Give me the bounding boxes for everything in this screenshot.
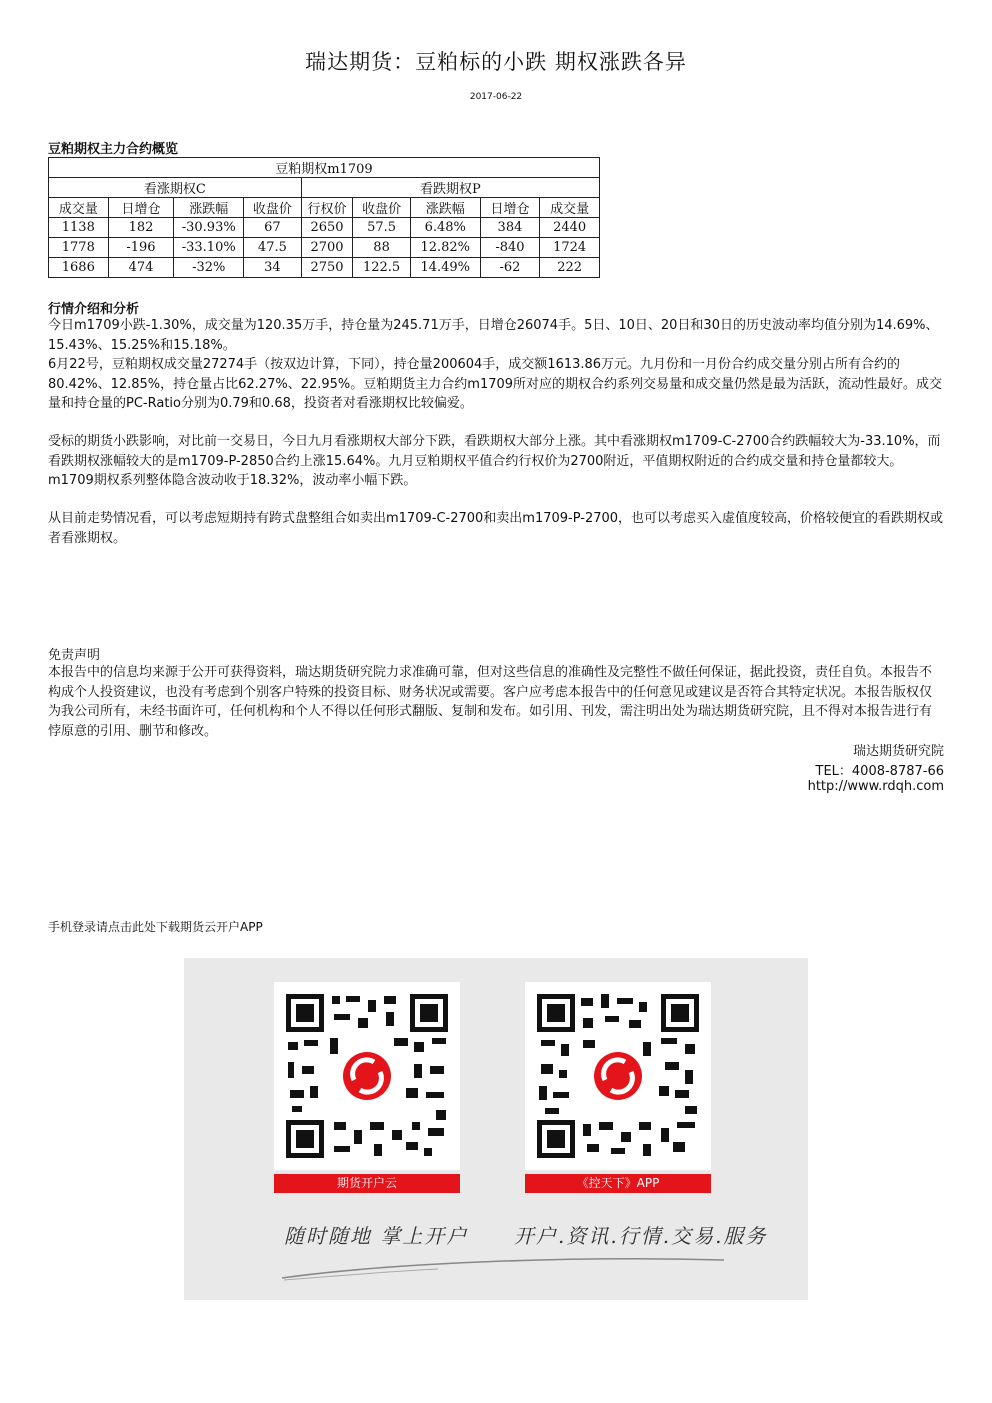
put-header: 看跌期权P [301, 178, 599, 198]
table-cell: -33.10% [174, 238, 244, 258]
table-row [49, 238, 600, 258]
slogan-left: 随时随地 掌上开户 [284, 1224, 469, 1248]
analysis-block-1 [48, 316, 944, 414]
table-cell: 47.5 [244, 238, 302, 258]
table-cell: -32% [174, 258, 244, 278]
slogan-right: 开户.资讯.行情.交易.服务 [514, 1224, 768, 1248]
table-cell: 2700 [301, 238, 353, 258]
table-title: 豆粕期权m1709 [49, 158, 600, 178]
table-cell: 2750 [301, 258, 353, 278]
analysis-paragraph: 今日m1709小跌-1.30%，成交量为120.35万手，持仓量为245.71万手，日增仓26074手。5日、10日、20日和30日的历史波动率均值分别为14.69%、15.43%、15.25%和15.18%。 [48, 318, 939, 353]
qr-label-kaihuyun: 期货开户云 [274, 1174, 460, 1193]
app-promo-banner [184, 958, 808, 1300]
org-url[interactable]: http://www.rdqh.com [807, 779, 944, 794]
analysis-heading: 行情介绍和分析 [48, 302, 140, 317]
table-cell: 2440 [540, 218, 600, 238]
table-cell: 222 [540, 258, 600, 278]
table-row [49, 258, 600, 278]
table-cell: -840 [480, 238, 540, 258]
col-header: 日增仓 [108, 198, 174, 218]
table-cell: 1686 [49, 258, 109, 278]
table-row [49, 218, 600, 238]
table-cell: -62 [480, 258, 540, 278]
call-header: 看涨期权C [49, 178, 302, 198]
option-overview-table [48, 157, 600, 278]
col-header: 涨跌幅 [410, 198, 480, 218]
col-header: 成交量 [540, 198, 600, 218]
col-header: 行权价 [301, 198, 353, 218]
table-cell: 88 [353, 238, 411, 258]
brush-stroke-decoration [278, 1254, 728, 1284]
qr-code-kaihuyun[interactable] [274, 982, 460, 1170]
table-cell: 2650 [301, 218, 353, 238]
table-cell: -196 [108, 238, 174, 258]
table-cell: 6.48% [410, 218, 480, 238]
disclaimer-text: 本报告中的信息均来源于公开可获得资料，瑞达期货研究院力求准确可靠，但对这些信息的准确性及完整性不做任何保证，据此投资，责任自负。本报告不构成个人投资建议，也没有考虑到个别客户特殊的投资目标、财务状况或需要。客户应考虑本报告中的任何意见或建议是否符合其特定状况。本报告版权仅为我公司所有，未经书面许可，任何机构和个人不得以任何形式翻版、复制和发布。如引用、刊发，需注明出处为瑞达期货研究院，且不得对本报告进行有悖原意的引用、删节和修改。 [48, 665, 933, 739]
table-cell: 1138 [49, 218, 109, 238]
table-cell: 474 [108, 258, 174, 278]
org-name: 瑞达期货研究院 [852, 744, 944, 759]
analysis-block-3 [48, 509, 944, 548]
org-tel: TEL：4008-8787-66 [815, 764, 944, 779]
table-cell: 14.49% [410, 258, 480, 278]
table-cell: -30.93% [174, 218, 244, 238]
table-cell: 182 [108, 218, 174, 238]
analysis-paragraph: 6月22号，豆粕期权成交量27274手（按双边计算，下同），持仓量200604手，成交额1613.86万元。九月份和一月份合约成交量分别占所有合约的80.42%、12.85%，持仓量占比62.27%、22.95%。豆粕期货主力合约m1709所对应的期权合约系列交易量和成交量仍然是最为活跃，流动性最好。成交量和持仓量的PC-Ratio分别为0.79和0.68，投资者对看涨期权比较偏爱。 [48, 357, 943, 411]
analysis-paragraph: 从目前走势情况看，可以考虑短期持有跨式盘整组合如卖出m1709-C-2700和卖出m1709-P-2700，也可以考虑买入虚值度较高，价格较便宜的看跌期权或者看涨期权。 [48, 511, 944, 546]
app-download-link[interactable]: 手机登录请点击此处下载期货云开户APP [48, 920, 263, 934]
col-header: 收盘价 [244, 198, 302, 218]
table-cell: 122.5 [353, 258, 411, 278]
col-header: 成交量 [49, 198, 109, 218]
qr-code-icon [274, 982, 460, 1170]
table-cell: 12.82% [410, 238, 480, 258]
qr-code-kongtianxia[interactable] [525, 982, 711, 1170]
col-header: 日增仓 [480, 198, 540, 218]
col-header: 涨跌幅 [174, 198, 244, 218]
table-cell: 34 [244, 258, 302, 278]
col-header: 收盘价 [353, 198, 411, 218]
table-cell: 57.5 [353, 218, 411, 238]
table-cell: 67 [244, 218, 302, 238]
disclaimer-heading: 免责声明 [48, 648, 101, 663]
table-cell: 1778 [49, 238, 109, 258]
column-header-row [49, 198, 600, 218]
qr-label-kongtianxia: 《控天下》APP [525, 1174, 711, 1193]
overview-heading: 豆粕期权主力合约概览 [48, 142, 179, 157]
page-title: 瑞达期货：豆粕标的小跌 期权涨跌各异 [305, 50, 687, 74]
qr-code-icon [525, 982, 711, 1170]
analysis-paragraph: 受标的期货小跌影响，对比前一交易日，今日九月看涨期权大部分下跌，看跌期权大部分上涨。其中看涨期权m1709-C-2700合约跌幅较大为-33.10%，而看跌期权涨幅较大的是m1709-P-2850合约上涨15.64%。九月豆粕期权平值合约行权价为2700附近，平值期权附近的合约成交量和持仓量都较大。m1709期权系列整体隐含波动收于18.32%，波动率小幅下跌。 [48, 434, 941, 488]
table-cell: 384 [480, 218, 540, 238]
table-cell: 1724 [540, 238, 600, 258]
analysis-block-2 [48, 432, 944, 491]
report-date: 2017-06-22 [469, 92, 523, 102]
